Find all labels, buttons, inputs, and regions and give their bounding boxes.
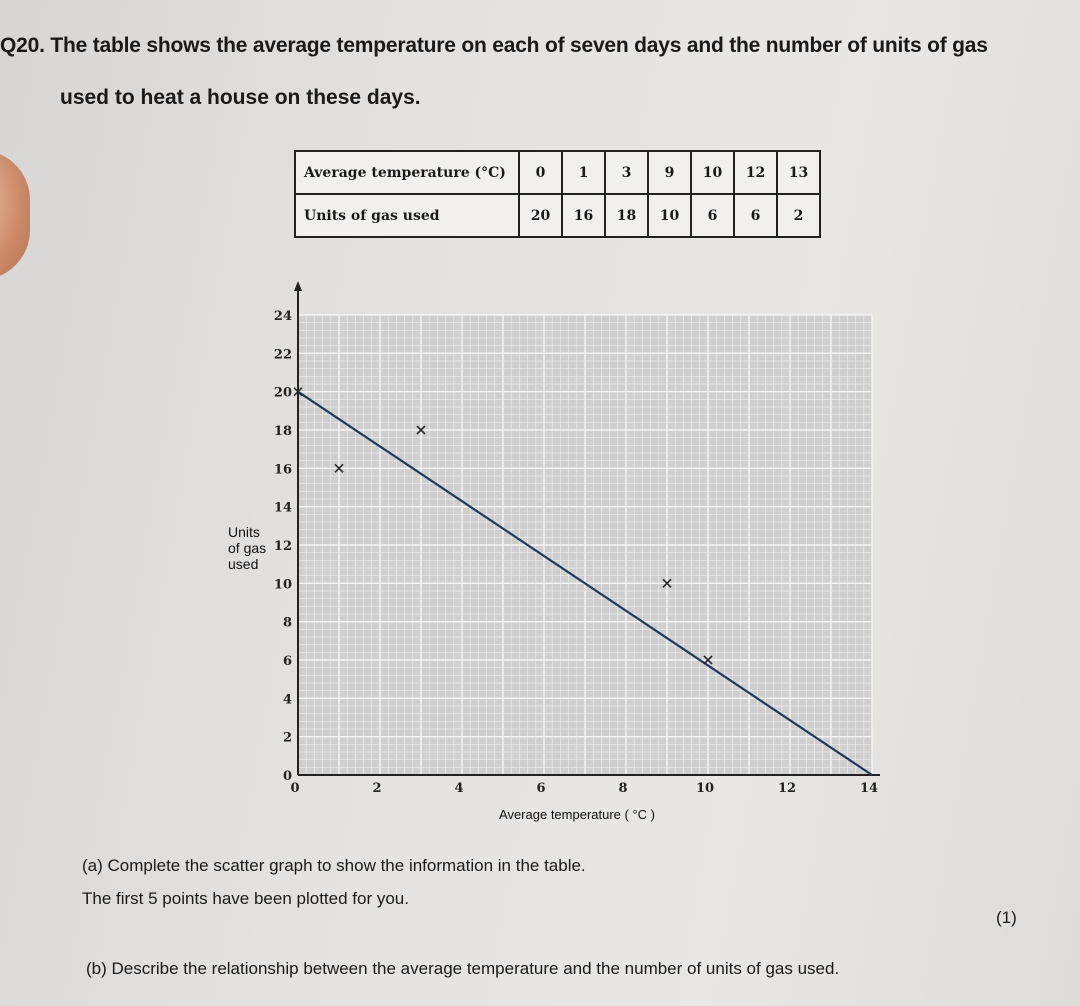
x-tick-label: 2 (372, 781, 382, 796)
y-tick-label: 2 (282, 730, 292, 746)
part-a-marks: (1) (996, 908, 1017, 927)
question-line1: The table shows the average temperature on each of seven days and the number of units of gas (50, 34, 988, 57)
temp-cell: 3 (605, 151, 648, 194)
gas-cell: 16 (562, 194, 605, 237)
y-tick-label: 8 (282, 615, 292, 631)
part-a-line1: (a) Complete the scatter graph to show the information in the table. (82, 856, 586, 875)
gas-cell: 6 (691, 194, 734, 237)
temperature-row (295, 151, 820, 194)
y-tick-label: 12 (273, 539, 292, 554)
gas-cell: 6 (734, 194, 777, 237)
temp-cell: 1 (562, 151, 605, 194)
thumb (0, 150, 30, 280)
x-tick-label: 12 (777, 781, 797, 796)
temp-cell: 0 (519, 151, 562, 194)
y-axis-arrow (294, 281, 302, 291)
temp-cell: 9 (648, 151, 691, 194)
row-label-temperature: Average temperature (°C) (295, 151, 519, 194)
x-tick-label: 6 (536, 781, 546, 796)
part-b-text: (b) Describe the relationship between the average temperature and the number of units of gas used. (86, 959, 840, 978)
x-axis-label: Average temperature ( °C ) (499, 807, 655, 822)
y-axis-label: of gas (228, 540, 267, 556)
gas-cell: 20 (519, 194, 562, 237)
question-title (0, 34, 988, 58)
y-axis-label: Units (228, 524, 260, 540)
x-tick-label: 0 (290, 781, 300, 796)
y-tick-label: 24 (273, 309, 292, 324)
question-number: Q20. (0, 34, 45, 57)
data-table (294, 150, 821, 238)
row-label-gas: Units of gas used (295, 194, 519, 237)
question-line2: used to heat a house on these days. (60, 86, 421, 109)
x-tick-label: 10 (695, 781, 715, 796)
gas-cell: 18 (605, 194, 648, 237)
temp-cell: 13 (777, 151, 820, 194)
y-tick-label: 22 (273, 347, 292, 363)
part-a-line2: The first 5 points have been plotted for you. (82, 889, 409, 908)
y-tick-label: 10 (273, 577, 292, 593)
y-tick-label: 4 (282, 692, 292, 708)
x-tick-label: 8 (618, 781, 628, 796)
gas-cell: 10 (648, 194, 691, 237)
temp-cell: 12 (734, 151, 777, 194)
y-tick-label: 0 (282, 769, 292, 784)
x-tick-label: 4 (454, 781, 464, 796)
y-tick-label: 14 (273, 500, 292, 516)
gas-cell: 2 (777, 194, 820, 237)
scatter-graph (220, 275, 880, 835)
y-tick-label: 20 (273, 385, 292, 401)
y-tick-label: 6 (282, 654, 292, 669)
x-tick-label: 14 (859, 781, 879, 796)
y-tick-label: 16 (273, 462, 292, 478)
y-tick-label: 18 (273, 424, 292, 439)
gas-row (295, 194, 820, 237)
y-axis-label: used (228, 556, 259, 572)
scatter-graph-svg (220, 275, 880, 835)
temp-cell: 10 (691, 151, 734, 194)
